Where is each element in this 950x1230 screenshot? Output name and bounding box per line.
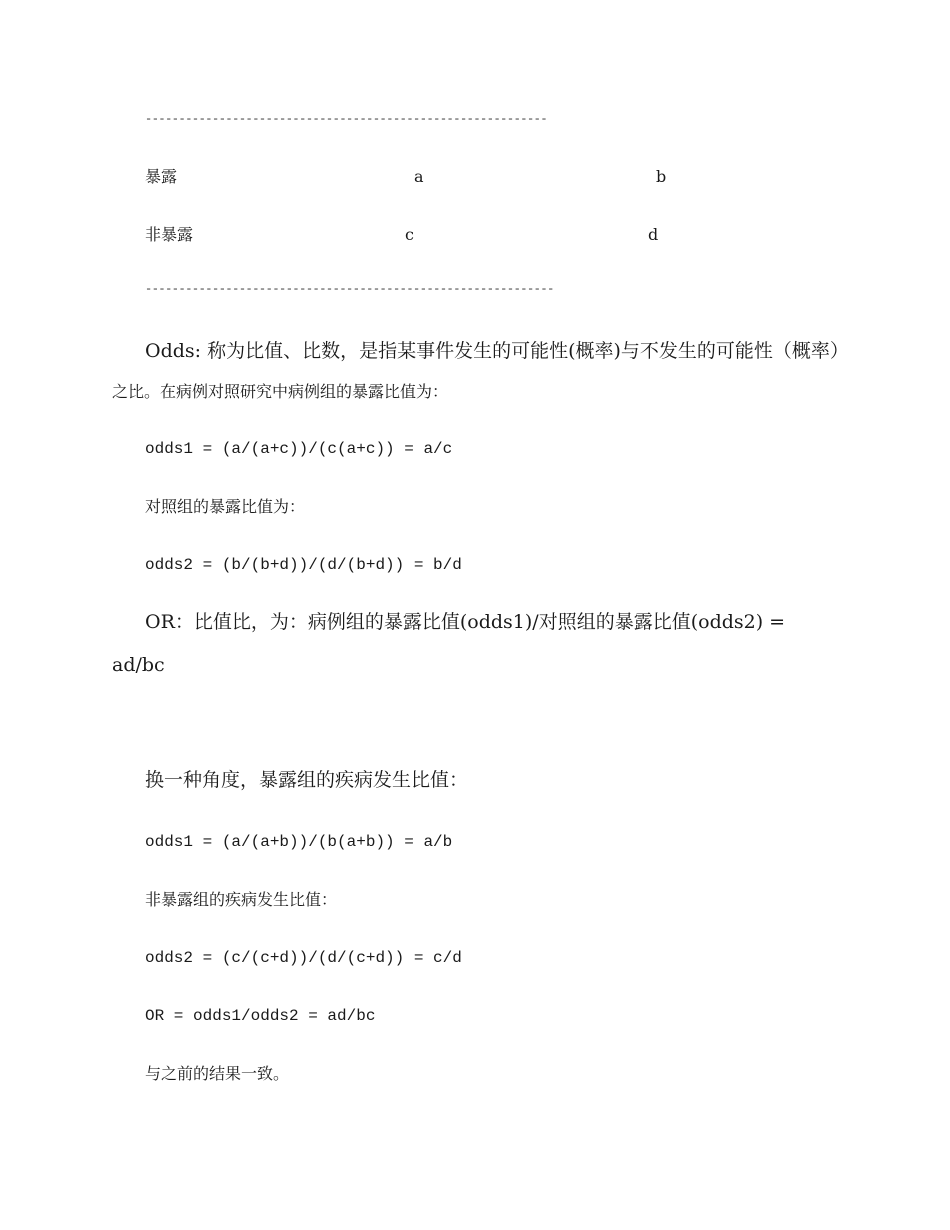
conclusion-text: 与之前的结果一致。 (145, 1064, 290, 1083)
cell-c: c (405, 225, 414, 244)
cell-b: b (656, 167, 667, 186)
cell-d: d (648, 225, 659, 244)
control-odds-label: 对照组的暴露比值为： (145, 497, 306, 516)
angle-heading: 换一种角度，暴露组的疾病发生比值： (145, 769, 469, 791)
nonexposed-odds-label: 非暴露组的疾病发生比值： (145, 890, 338, 909)
odds-definition-line1: Odds: 称为比值、比数，是指某事件发生的可能性(概率)与不发生的可能性（概率） (145, 340, 849, 362)
or-definition-line2: ad/bc (112, 654, 165, 676)
table-rule-top: ------------------------------------------------------------ (145, 112, 548, 126)
row-label-exposed: 暴露 (145, 167, 178, 186)
row-label-nonexposed: 非暴露 (145, 225, 194, 244)
table-rule-bottom: ------------------------------------------------------------- (145, 282, 554, 296)
formula-exposed-odds: odds1 = (a/(a+b))/(b(a+b)) = a/b (145, 833, 453, 851)
formula-case-odds: odds1 = (a/(a+c))/(c(a+c)) = a/c (145, 440, 453, 458)
formula-nonexposed-odds: odds2 = (c/(c+d))/(d/(c+d)) = c/d (145, 949, 462, 967)
odds-definition-line2: 之比。在病例对照研究中病例组的暴露比值为： (112, 382, 449, 401)
cell-a: a (414, 167, 424, 186)
or-result-formula: OR = odds1/odds2 = ad/bc (145, 1007, 376, 1025)
or-definition-line1: OR：比值比，为：病例组的暴露比值(odds1)/对照组的暴露比值(odds2) = (145, 611, 786, 633)
formula-control-odds: odds2 = (b/(b+d))/(d/(b+d)) = b/d (145, 556, 462, 574)
